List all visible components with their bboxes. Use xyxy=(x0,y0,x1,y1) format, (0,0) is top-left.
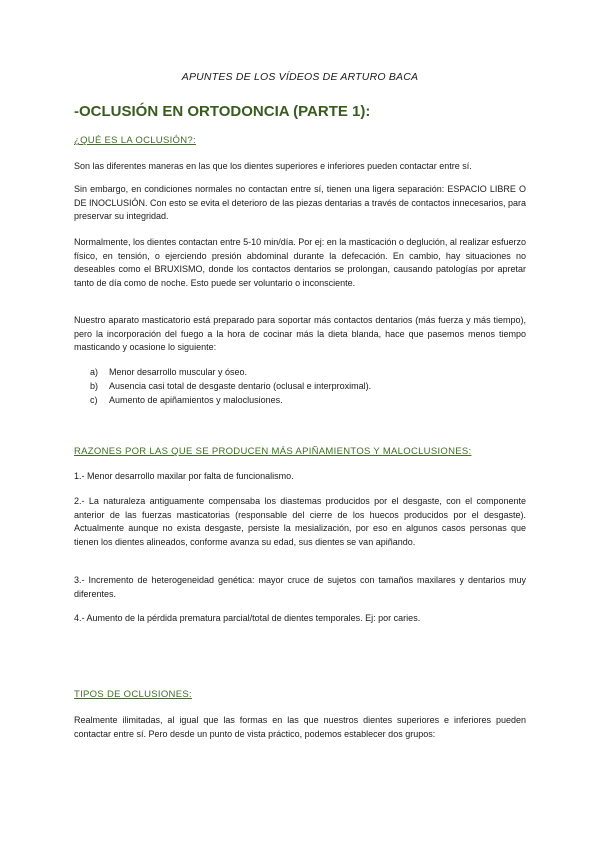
list-item-text: Aumento de apiñamientos y maloclusiones. xyxy=(109,394,283,405)
list-item-text: Ausencia casi total de desgaste dentario (oclusal e interproximal). xyxy=(109,380,372,391)
section-heading-que-es-oclusion: ¿QUÉ ES LA OCLUSIÓN?: xyxy=(74,135,196,146)
paragraph: Sin embargo, en condiciones normales no contactan entre sí, tienen una ligera separación: ESPACIO LIBRE O DE INOCLUSIÓN. Con esto se evita el deterioro de las piezas dentarias a través de contactos innecesarios, para preservar su integridad. xyxy=(74,184,526,222)
title-dash: - xyxy=(74,103,79,120)
paragraph: Normalmente, los dientes contactan entre 5-10 min/día. Por ej: en la masticación o deglución, al realizar esfuerzo físico, en tensión, o ejerciendo presión abdominal durante la defecación. En cambio, hay situaciones no deseables como el BRUXISMO, donde los contactos dentarios se prolongan, causando patologías por apretar tanto de día como de noche. Esto puede ser voluntario o inconsciente. xyxy=(74,237,526,289)
list-item xyxy=(90,394,510,408)
page-header: APUNTES DE LOS VÍDEOS DE ARTURO BACA xyxy=(181,71,419,83)
paragraph: 4.- Aumento de la pérdida prematura parcial/total de dientes temporales. Ej: por caries. xyxy=(74,613,421,623)
list-item xyxy=(90,366,510,380)
list-item xyxy=(90,380,510,394)
list-item-text: Menor desarrollo muscular y óseo. xyxy=(109,367,248,377)
paragraph: Realmente ilimitadas, al igual que las formas en las que nuestros dientes superiores e inferiores pueden contactar entre sí. Pero desde un punto de vista práctico, podemos establecer dos grupos: xyxy=(74,715,526,739)
paragraph: 1.- Menor desarrollo maxilar por falta de funcionalismo. xyxy=(74,471,294,481)
title-text: OCLUSIÓN EN ORTODONCIA (PARTE 1): xyxy=(79,103,371,120)
list-marker: b) xyxy=(90,380,99,391)
paragraph: 3.- Incremento de heterogeneidad genética: mayor cruce de sujetos con tamaños maxilares y dentarios muy diferentes. xyxy=(74,575,526,599)
section-heading-razones: RAZONES POR LAS QUE SE PRODUCEN MÁS APIÑAMIENTOS Y MALOCLUSIONES: xyxy=(74,446,472,457)
page-title xyxy=(74,103,370,120)
paragraph: Son las diferentes maneras en las que los dientes superiores e inferiores pueden contactar entre sí. xyxy=(74,161,472,171)
paragraph: Nuestro aparato masticatorio está preparado para soportar más contactos dentarios (más fuerza y más tiempo), pero la incorporación del fuego a la hora de cocinar más la dieta blanda, hace que pasemos menos tiempo masticando y ocasione lo siguiente: xyxy=(74,315,526,353)
list-marker: c) xyxy=(90,394,98,405)
list-marker: a) xyxy=(90,367,99,377)
paragraph: 2.- La naturaleza antiguamente compensaba los diastemas producidos por el desgaste, con el componente anterior de las fuerzas masticatorias (responsable del cierre de los huecos producidos por el desgaste). Actualmente aunque no exista desgaste, persiste la mesialización, por eso en algunos casos personas que tienen los dientes alineados, conforme avanza su edad, sus dientes se van apiñando. xyxy=(74,496,526,548)
section-heading-tipos: TIPOS DE OCLUSIONES: xyxy=(74,689,192,700)
consequences-list xyxy=(90,366,510,407)
